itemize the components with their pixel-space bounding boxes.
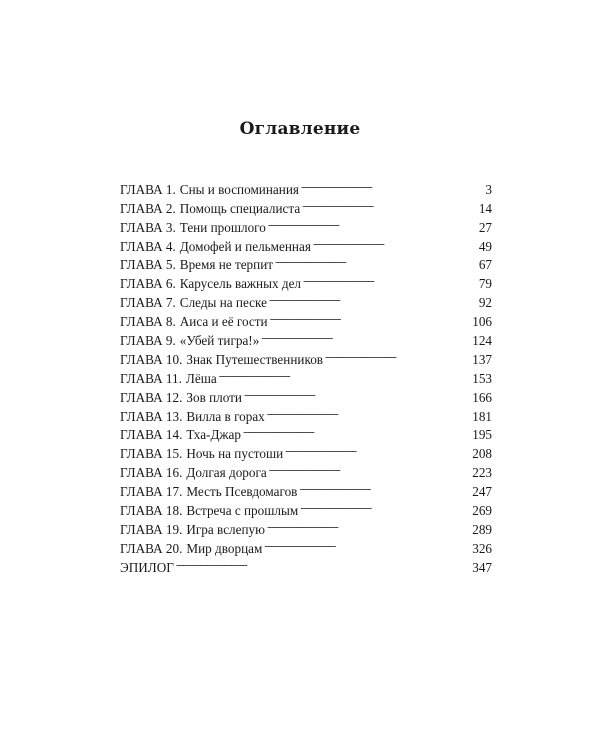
toc-entry-heading <box>120 332 259 351</box>
toc-chapter-title: Долгая дорога <box>186 465 267 481</box>
toc-chapter-number: ГЛАВА 10. <box>120 351 183 367</box>
toc-chapter-number: ГЛАВА 18. <box>120 503 183 519</box>
toc-chapter-number: ГЛАВА 13. <box>120 408 183 424</box>
dot-leader <box>300 496 470 515</box>
toc-chapter-number: ГЛАВА 3. <box>120 219 176 235</box>
toc-page-number: 326 <box>472 540 492 556</box>
dot-leader <box>261 326 470 345</box>
toc-chapter-number: ГЛАВА 20. <box>120 540 183 556</box>
toc-chapter-title: Ночь на пустоши <box>186 446 284 462</box>
toc-page-number: 137 <box>472 351 492 367</box>
toc-chapter-title: Домофей и пельменная <box>179 238 311 254</box>
toc-entry-heading <box>120 559 174 578</box>
toc-chapter-title: Встреча с прошлым <box>186 503 299 519</box>
dot-leader <box>285 439 470 458</box>
toc-entry-heading <box>120 294 267 313</box>
dot-leader <box>299 477 470 496</box>
toc-page-number: 67 <box>478 257 492 273</box>
dot-leader <box>219 364 471 383</box>
toc-chapter-title: Тха-Джар <box>186 427 241 443</box>
dot-leader <box>243 421 470 440</box>
dot-leader <box>176 553 470 572</box>
toc-chapter-title: Знак Путешественников <box>186 351 324 367</box>
toc-entry <box>120 553 492 575</box>
dot-leader <box>269 288 477 307</box>
toc-page-number: 14 <box>478 200 492 216</box>
toc-chapter-number: ГЛАВА 2. <box>120 200 176 216</box>
dot-leader <box>325 345 470 364</box>
toc-chapter-number: ГЛАВА 19. <box>120 521 183 537</box>
dot-leader <box>301 175 483 194</box>
toc-chapter-title: Следы на песке <box>179 295 267 311</box>
toc-entry-heading <box>120 256 273 275</box>
dot-leader <box>267 515 470 534</box>
toc-chapter-number: ГЛАВА 12. <box>120 389 183 405</box>
dot-leader <box>270 307 471 326</box>
toc-page-number: 181 <box>472 408 492 424</box>
toc-entry-heading <box>120 521 265 540</box>
dot-leader <box>267 402 470 421</box>
toc-entry-heading <box>120 445 283 464</box>
toc-page-number: 106 <box>472 314 492 330</box>
toc-page-number: 27 <box>478 219 492 235</box>
toc-chapter-title: Лёша <box>185 370 217 386</box>
toc-page-number: 79 <box>478 276 492 292</box>
toc-chapter-title: Аиса и её гости <box>179 314 268 330</box>
toc-chapter-number: ГЛАВА 17. <box>120 484 183 500</box>
toc-page-number: 3 <box>485 181 492 197</box>
dot-leader <box>302 194 477 213</box>
dot-leader <box>268 213 477 232</box>
dot-leader <box>244 383 470 402</box>
toc-chapter-title: Зов плоти <box>186 389 242 405</box>
toc-page-number: 153 <box>472 370 492 386</box>
table-of-contents <box>120 175 492 575</box>
toc-chapter-number: ГЛАВА 16. <box>120 465 183 481</box>
toc-chapter-number: ГЛАВА 6. <box>120 276 176 292</box>
toc-entry-heading <box>120 181 299 200</box>
toc-chapter-title: Месть Псевдомагов <box>186 484 298 500</box>
toc-page-number: 289 <box>472 521 492 537</box>
toc-chapter-number: ГЛАВА 5. <box>120 257 176 273</box>
toc-chapter-number: ГЛАВА 7. <box>120 295 176 311</box>
toc-chapter-number: ГЛАВА 15. <box>120 446 183 462</box>
toc-page-number: 124 <box>472 333 492 349</box>
toc-chapter-title: Сны и воспоминания <box>179 181 299 197</box>
toc-page-number: 166 <box>472 389 492 405</box>
toc-chapter-title: Мир дворцам <box>186 540 263 556</box>
dot-leader <box>269 458 470 477</box>
dot-leader <box>313 232 477 251</box>
toc-chapter-title: Тени прошлого <box>179 219 266 235</box>
toc-chapter-title: Вилла в горах <box>186 408 265 424</box>
toc-page-number: 208 <box>472 446 492 462</box>
toc-entry-heading <box>120 313 268 332</box>
toc-page-number: 347 <box>472 559 492 575</box>
toc-chapter-number: ЭПИЛОГ <box>120 559 174 575</box>
toc-chapter-title: Время не терпит <box>179 257 274 273</box>
toc-chapter-title: Карусель важных дел <box>179 276 301 292</box>
toc-chapter-number: ГЛАВА 8. <box>120 314 176 330</box>
toc-page-number: 223 <box>472 465 492 481</box>
toc-chapter-title: «Убей тигра!» <box>179 333 260 349</box>
toc-chapter-number: ГЛАВА 1. <box>120 181 176 197</box>
toc-entry <box>120 175 492 197</box>
toc-chapter-number: ГЛАВА 14. <box>120 427 183 443</box>
toc-page-number: 247 <box>472 484 492 500</box>
toc-entry-heading <box>120 389 242 408</box>
toc-heading: Оглавление <box>239 119 361 139</box>
toc-chapter-number: ГЛАВА 11. <box>120 370 182 386</box>
toc-chapter-title: Игра вслепую <box>186 521 265 537</box>
toc-entry-heading <box>120 483 297 502</box>
toc-chapter-number: ГЛАВА 4. <box>120 238 176 254</box>
toc-entry-heading <box>120 219 266 238</box>
dot-leader <box>303 269 477 288</box>
dot-leader <box>275 251 477 270</box>
toc-page-number: 195 <box>472 427 492 443</box>
toc-page-number: 92 <box>478 295 492 311</box>
dot-leader <box>264 534 470 553</box>
toc-page-number: 49 <box>478 238 492 254</box>
toc-chapter-number: ГЛАВА 9. <box>120 333 176 349</box>
toc-chapter-title: Помощь специалиста <box>179 200 301 216</box>
toc-page-number: 269 <box>472 503 492 519</box>
toc-entry-heading <box>120 426 241 445</box>
toc-entry-heading <box>120 370 217 389</box>
toc-entry-heading <box>120 464 267 483</box>
